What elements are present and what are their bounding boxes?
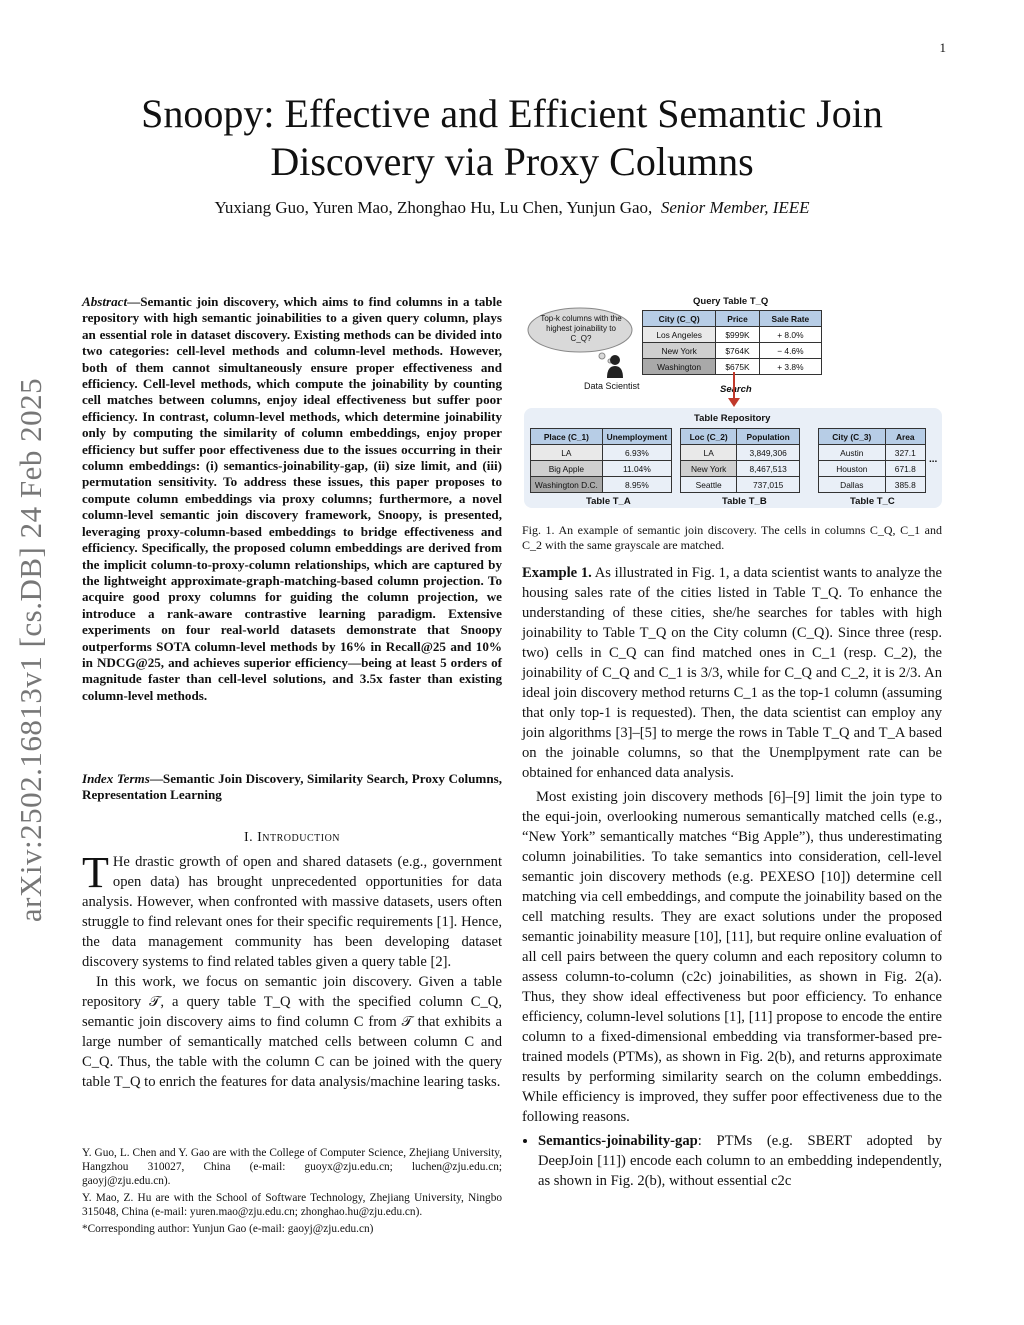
table-b-label: Table T_B	[722, 496, 767, 507]
table-cell: 11.04%	[602, 461, 671, 477]
index-label: Index Terms	[82, 771, 150, 786]
table-cell: $999K	[716, 327, 759, 343]
table-cell: LA	[681, 445, 737, 461]
table-row	[681, 445, 800, 461]
query-table	[642, 310, 822, 375]
table-row	[681, 477, 800, 493]
arrow-down-icon	[728, 372, 740, 408]
table-cell: 3,849,306	[737, 445, 800, 461]
table-b	[680, 428, 800, 493]
index-text: —Semantic Join Discovery, Similarity Search, Proxy Columns, Representation Learning	[82, 771, 502, 803]
right-paragraph-2: Most existing join discovery methods [6]–[9] limit the join type to the equi-join, overlooking numerous semantically matched cells (e.g., “New York” semantically matches “Big Apple”), thus underestimating column joinabilities. To take semantics into consideration, cell-level semantic join discovery methods (e.g. PEXESO [10]) determine cell matching via cell embeddings, and compute the joinability based on the cell matching results. They are exact solutions under the proposed semantic joinability measure [10], [11], but require online evaluation of all cell pairs between the query column and each repository column to assess column-to-column (c2c) joinabilities, as shown in Fig. 2(a). Thus, they show ideal effectiveness but poor efficiency. To enhance efficiency, column-level solutions [1], [11] propose to encode the entire column to a fixed-dimensional embedding via transformer-based pre-trained models (PTMs), as shown in Fig. 2(b), and returns approximate results by performing similarity search on the column embeddings. While efficiency is improved, they suffer poor effectiveness due to the following reasons.	[522, 789, 942, 1125]
table-row	[819, 477, 926, 493]
table-cell: New York	[681, 461, 737, 477]
bullet-text: : PTMs (e.g. SBERT adopted by DeepJoin [11]) encode each column to an embedding independently, as shown in Fig. 2(b), without essential c2c	[538, 1133, 942, 1189]
table-header: City (C_Q)	[643, 311, 716, 327]
arxiv-id: arXiv:2502.16813v1 [cs.DB] 24 Feb 2025	[13, 377, 48, 923]
abstract-label: Abstract	[82, 294, 128, 309]
table-cell: $764K	[716, 343, 759, 359]
bullet-label: Semantics-joinability-gap	[538, 1133, 698, 1149]
table-a	[530, 428, 672, 493]
table-cell: Washington D.C.	[531, 477, 603, 493]
table-cell: Seattle	[681, 477, 737, 493]
table-cell: 6.93%	[602, 445, 671, 461]
table-header: Loc (C_2)	[681, 429, 737, 445]
table-cell: 385.8	[885, 477, 925, 493]
table-header: Population	[737, 429, 800, 445]
table-cell: + 3.8%	[759, 359, 821, 375]
query-table-title: Query Table T_Q	[693, 296, 769, 307]
table-c-label: Table T_C	[850, 496, 895, 507]
search-label: Search	[720, 384, 752, 395]
authors-names: Yuxiang Guo, Yuren Mao, Zhonghao Hu, Lu Chen, Yunjun Gao,	[214, 198, 653, 217]
table-row	[819, 429, 926, 445]
table-cell: LA	[531, 445, 603, 461]
example-label: Example 1.	[522, 565, 592, 581]
table-cell: New York	[643, 343, 716, 359]
table-c	[818, 428, 926, 493]
table-cell: Los Angeles	[643, 327, 716, 343]
person-icon	[606, 354, 624, 378]
list-item	[538, 1131, 942, 1191]
table-row	[643, 343, 822, 359]
table-header: Price	[716, 311, 759, 327]
table-row	[531, 477, 672, 493]
scientist-label: Data Scientist	[584, 381, 640, 391]
table-cell: 8.95%	[602, 477, 671, 493]
intro-paragraph-2: In this work, we focus on semantic join discovery. Given a table repository 𝒯, a query table T_Q with the specified column C_Q, semantic join discovery aims to find column C from 𝒯 that exhibits a large number of semantically matched cells between column C and C_Q. Thus, the table with the column C can be joined with the query table T_Q to enrich the features for data analysis/machine learing tasks.	[82, 974, 502, 1090]
table-cell: Houston	[819, 461, 886, 477]
table-cell: 671.8	[885, 461, 925, 477]
author-list	[0, 198, 1024, 218]
speech-text: Top-k columns with the highest joinability to C_Q?	[540, 314, 622, 343]
footnotes	[82, 1146, 502, 1239]
repo-title: Table Repository	[694, 413, 771, 424]
table-cell: Austin	[819, 445, 886, 461]
table-cell: Washington	[643, 359, 716, 375]
arxiv-stamp	[8, 350, 54, 950]
bullet-list	[522, 1131, 942, 1191]
table-cell: 327.1	[885, 445, 925, 461]
table-row	[643, 327, 822, 343]
table-header: City (C_3)	[819, 429, 886, 445]
footnote-2: Y. Mao, Z. Hu are with the School of Software Technology, Zhejiang University, Ningbo 315048, China (e-mail: yuren.mao@zju.edu.cn; zhonghao.hu@zju.edu.cn).	[82, 1192, 502, 1218]
table-header: Sale Rate	[759, 311, 821, 327]
drop-cap: T	[82, 848, 109, 897]
ellipsis: ...	[929, 454, 938, 465]
title-line-2: Discovery via Proxy Columns	[270, 139, 754, 184]
table-header: Area	[885, 429, 925, 445]
table-row	[681, 429, 800, 445]
table-header: Unemployment	[602, 429, 671, 445]
table-cell: 8,467,513	[737, 461, 800, 477]
figure-caption: Fig. 1. An example of semantic join discovery. The cells in columns C_Q, C_1 and C_2 with the same grayscale are matched.	[522, 523, 942, 552]
page-number: 1	[939, 40, 946, 55]
table-row	[531, 429, 672, 445]
table-cell: $675K	[716, 359, 759, 375]
title-line-1: Snoopy: Effective and Efficient Semantic Join	[141, 91, 883, 136]
table-header: Place (C_1)	[531, 429, 603, 445]
example-text: As illustrated in Fig. 1, a data scientist wants to analyze the housing sales rate of the cities listed in Table T_Q. To enhance the understanding of these cities, she/he searches for tables with high joinability to Table T_Q on the City column (C_Q). Since three (resp. two) cells in C_Q can find matched ones in C_1 (resp. C_2), the joinability of C_Q and C_1 is 3/3, while for C_Q and C_2, it is 2/3. An ideal join discovery method returns C_1 as the top-1 column (assuming that only top-1 is requested). Then, the data scientist can employ any join algorithms [3]–[5] to merge the rows in Table T_Q and T_A based on the joinable columns, so that the Unemplpyment rate can be obtained for enhanced data analysis.	[522, 565, 942, 781]
table-cell: 737,015	[737, 477, 800, 493]
introduction	[82, 848, 502, 1092]
table-row	[819, 445, 926, 461]
example-1	[522, 563, 942, 1191]
abstract-text: —Semantic join discovery, which aims to find columns in a table repository with high semantic joinabilities to a given query column, plays an essential role in dataset discovery. Existing methods can be divided into two categories: cell-level methods and column-level methods. However, both of them cannot simultaneously ensure proper effectiveness and efficiency. Cell-level methods, which compute the joinability by counting cell matches between columns, enjoy ideal effectiveness but suffer poor efficiency. In contrast, column-level methods, which determine joinability only by computing the similarity of column embeddings, enjoy proper efficiency but suffer poor effectiveness due to the issues occurring in their column embeddings: (i) semantics-joinability-gap, (ii) size limit, and (iii) permutation sensitivity. To address these issues, this paper proposes to compute column embeddings via proxy columns; furthermore, a novel column-level semantic join discovery framework, Snoopy, is presented, leveraging proxy-column-based embeddings to bridge effectiveness and efficiency. Specifically, the proposed column embeddings are derived from the implicit column-to-proxy-column relationships, which are captured by the lightweight approximate-graph-matching-based column projection. To acquire good proxy columns for guiding the column projection, we introduce a rank-aware contrastive learning paradigm. Extensive experiments on four real-world datasets demonstrate that Snoopy outperforms SOTA column-level methods by 16% in Recall@25 and 10% in NDCG@25, and achieves superior efficiency—being at least 5 orders of magnitude faster than cell-level solutions, and 3.5x faster than existing column-level methods.	[82, 294, 502, 703]
section-heading: I. Introduction	[243, 830, 341, 845]
table-cell: Big Apple	[531, 461, 603, 477]
table-cell: − 4.6%	[759, 343, 821, 359]
paper-title	[0, 90, 1024, 186]
abstract	[82, 294, 502, 704]
footnote-3: *Corresponding author: Yunjun Gao (e-mail: gaoyj@zju.edu.cn)	[82, 1223, 374, 1235]
table-cell: + 8.0%	[759, 327, 821, 343]
table-row	[819, 461, 926, 477]
intro-paragraph-1: He drastic growth of open and shared datasets (e.g., government open data) has brought unprecedented opportunities for data analysis. However, when confronted with massive datasets, users often struggle to find relevant ones for their specific requirements [1]. Hence, the data management community has been developing dataset discovery systems to find related tables given a query table [2].	[82, 854, 502, 970]
table-row	[643, 311, 822, 327]
figure-1	[522, 294, 942, 514]
table-cell: Dallas	[819, 477, 886, 493]
table-row	[681, 461, 800, 477]
table-row	[531, 461, 672, 477]
table-a-label: Table T_A	[586, 496, 631, 507]
authors-role: Senior Member, IEEE	[660, 198, 810, 217]
footnote-1: Y. Guo, L. Chen and Y. Gao are with the College of Computer Science, Zhejiang University, Hangzhou 310027, China (e-mail: guoyx@zju.edu.cn; luchen@zju.edu.cn; gaoyj@zju.edu.cn).	[82, 1147, 502, 1187]
index-terms	[82, 771, 502, 804]
table-row	[531, 445, 672, 461]
